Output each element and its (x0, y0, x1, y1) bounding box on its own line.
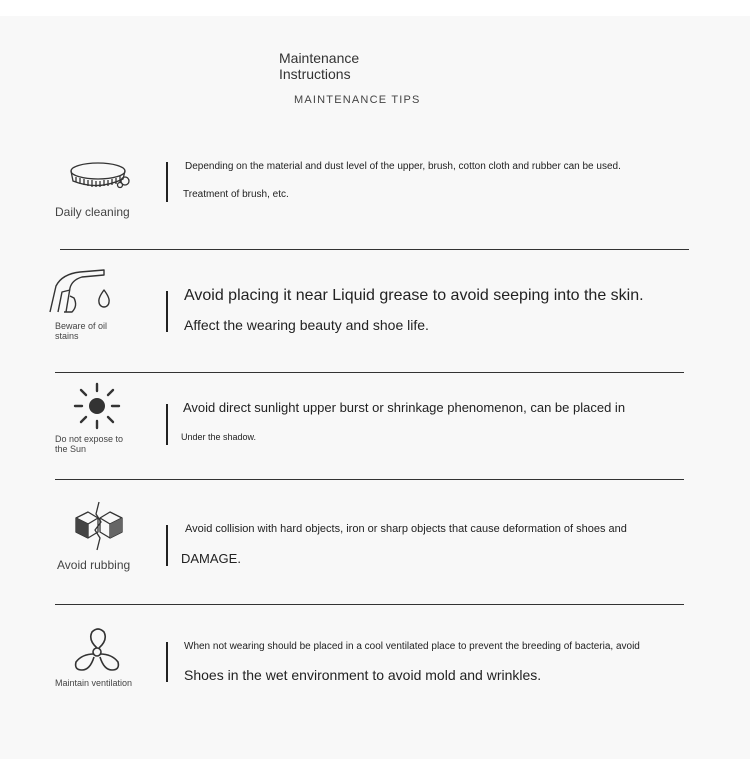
section-divider-bar (166, 291, 168, 332)
section-text-line: Shoes in the wet environment to avoid mold and wrinkles. (184, 667, 542, 683)
section-label-ventilation: Maintain ventilation (55, 678, 133, 688)
broken-cube-icon (72, 500, 126, 552)
section-text-line: Depending on the material and dust level of the upper, brush, cotton cloth and rubber can be used. (185, 161, 621, 172)
section-text-line: When not wearing should be placed in a cool ventilated place to prevent the breeding of bacteria, avoid (184, 641, 640, 652)
section-label-oil-stains: Beware of oil stains (55, 321, 108, 341)
section-divider-bar (166, 525, 168, 566)
section-separator (55, 604, 684, 605)
section-text-line: Avoid placing it near Liquid grease to avoid seeping into the skin. (184, 287, 644, 304)
section-text-line: Avoid collision with hard objects, iron or sharp objects that cause deformation of shoes and (185, 523, 627, 535)
oil-nozzle-icon (46, 268, 116, 320)
section-text-line: Affect the wearing beauty and shoe life. (184, 317, 429, 333)
page-title: Maintenance Instructions (279, 50, 360, 82)
section-text-line: Treatment of brush, etc. (183, 189, 289, 200)
section-text-line: Under the shadow. (181, 432, 257, 442)
section-text-line: Avoid direct sunlight upper burst or shrinkage phenomenon, can be placed in (183, 400, 626, 415)
brush-icon (68, 157, 134, 195)
section-label-avoid-rubbing: Avoid rubbing (57, 558, 131, 572)
section-divider-bar (166, 404, 168, 445)
section-divider-bar (166, 162, 168, 202)
sun-icon (72, 382, 122, 430)
section-label-daily-cleaning: Daily cleaning (55, 205, 130, 219)
fan-icon (70, 624, 124, 674)
section-separator (55, 372, 684, 373)
section-separator (60, 249, 689, 250)
section-label-sun: Do not expose to the Sun (55, 434, 124, 454)
section-divider-bar (166, 642, 168, 682)
page-subtitle: MAINTENANCE TIPS (294, 94, 421, 106)
section-text-line: DAMAGE. (181, 551, 241, 566)
section-separator (55, 479, 684, 480)
